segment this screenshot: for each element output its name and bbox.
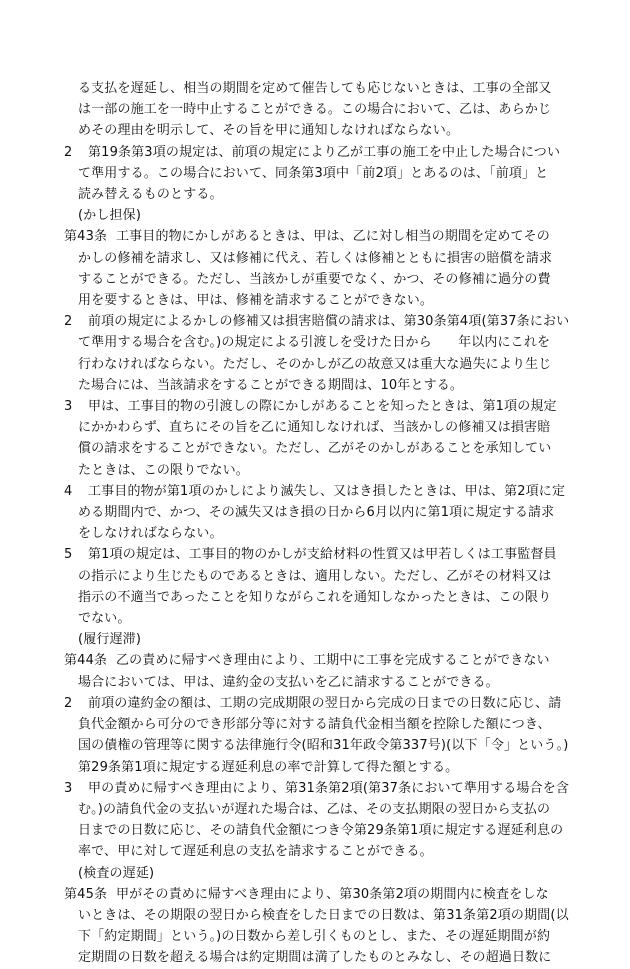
text-line: の指示により生じたものであるときは、適用しない。ただし、乙がその材料又は — [78, 568, 552, 584]
line-text: 前項の規定によるかしの修補又は損害賠償の請求は、第30条第4項(第37条におい — [88, 314, 570, 330]
section-heading: (かし担保) — [78, 208, 142, 224]
text-line: 下「約定期間」という。)の日数から差し引くものとし、また、その遅延期間が約 — [78, 929, 551, 945]
text-line: て準用する。この場合において、同条第3項中「前2項」とあるのは、「前項」と — [78, 165, 549, 181]
line-text: 乙の責めに帰すべき理由により、工期中に工事を完成することができない — [116, 653, 550, 669]
text-line: にかかわらず、直ちにその旨を乙に通知しなければ、当該かしの修補又は損害賠 — [78, 420, 551, 436]
article-number: 第43条 — [64, 229, 108, 245]
text-line: 行わなければならない。ただし、そのかしが乙の故意又は重大な過失により生じ — [78, 356, 552, 372]
text-line: 第29条第1項に規定する遅延利息の率で計算して得た額とする。 — [78, 759, 459, 775]
article-first-line — [64, 884, 576, 905]
text-line: む。)の請負代金の支払いが遅れた場合は、乙は、その支払期限の翌日から支払の — [78, 801, 551, 817]
text-line: める期間内で、かつ、その滅失又はき損の日から6月以内に第1項に規定する請求 — [78, 505, 555, 521]
text-line: は一部の施工を一時中止することができる。この場合において、乙は、あらかじ — [78, 102, 552, 118]
paragraph-number: 2 — [64, 314, 73, 330]
paragraph-first-line — [64, 311, 576, 332]
paragraph-first-line — [64, 778, 576, 799]
line-text: 甲は、工事目的物の引渡しの際にかしがあることを知ったときは、第1項の規定 — [88, 399, 557, 415]
text-line: 場合においては、甲は、違約金の支払いを乙に請求することができる。 — [78, 674, 499, 690]
text-line: をしなければならない。 — [78, 526, 223, 542]
article-first-line — [64, 650, 576, 671]
line-text: 第19条第3項の規定は、前項の規定により乙が工事の施工を中止した場合につい — [88, 144, 561, 160]
text-line: することができる。ただし、当該かしが重要でなく、かつ、その修補に過分の費 — [78, 271, 551, 287]
article-number: 第44条 — [64, 653, 108, 669]
text-line: 日までの日数に応じ、その請負代金額につき令第29条第1項に規定する遅延利息の — [78, 823, 564, 839]
text-line: でない。 — [78, 611, 131, 627]
text-line: 償の請求をすることができない。ただし、乙がそのかしがあることを承知してい — [78, 441, 552, 457]
paragraph-first-line — [64, 142, 576, 163]
paragraph-number: 3 — [64, 399, 73, 415]
line-text: 甲の責めに帰すべき理由により、第31条第2項(第37条において準用する場合を含 — [88, 780, 570, 796]
section-heading: (検査の遅延) — [78, 865, 155, 881]
paragraph-first-line — [64, 396, 576, 417]
text-line: 定期間の日数を超える場合は約定期間は満了したものとみなし、その超過日数に — [78, 950, 552, 966]
section-heading: (履行遅滞) — [78, 632, 142, 648]
text-line: 指示の不適当であったことを知りながらこれを通知しなかったときは、この限り — [78, 589, 552, 605]
paragraph-first-line — [64, 481, 576, 502]
text-line: 国の債権の管理等に関する法律施行令(昭和31年政令第337号)(以下「令」という。) — [78, 738, 569, 754]
line-text: 第1項の規定は、工事目的物のかしが支給材料の性質又は甲若しくは工事監督員 — [88, 547, 557, 563]
article-number: 第45条 — [64, 886, 108, 902]
text-line: めその理由を明示して、その旨を甲に通知しなければならない。 — [78, 123, 460, 139]
text-line: た場合には、当該請求をすることができる期間は、10年とする。 — [78, 377, 464, 393]
text-line: る支払を遅延し、相当の期間を定めて催告しても応じないときは、工事の全部又 — [78, 81, 552, 96]
paragraph-number: 2 — [64, 695, 73, 711]
paragraph-first-line — [64, 693, 576, 714]
text-line: かしの修補を請求し、又は修補に代え、若しくは修補とともに損害の賠償を請求 — [78, 250, 553, 266]
text-line: 負代金額から可分のでき形部分等に対する請負代金相当額を控除した額につき、 — [78, 717, 551, 733]
paragraph-number: 5 — [64, 547, 73, 563]
paragraph-number: 4 — [64, 483, 73, 499]
line-text: 甲がその責めに帰すべき理由により、第30条第2項の期間内に検査をしな — [116, 886, 549, 902]
text-line: いときは、その期限の翌日から検査をした日までの日数は、第31条第2項の期間(以 — [78, 907, 569, 923]
line-text: 工事目的物が第1項のかしにより滅失し、又はき損したときは、甲は、第2項に定 — [88, 483, 566, 499]
paragraph-number: 2 — [64, 144, 73, 160]
text-line: て準用する場合を含む。)の規定による引渡しを受けた日から 年以内にこれを — [78, 335, 551, 351]
text-line: 率で、甲に対して遅延利息の支払を請求することができる。 — [78, 844, 433, 860]
article-first-line — [64, 226, 576, 247]
text-line: 用を要するときは、甲は、修補を請求することができない。 — [78, 293, 434, 309]
text-line: たときは、この限りでない。 — [78, 462, 249, 478]
line-text: 前項の違約金の額は、工期の完成期限の翌日から完成の日までの日数に応じ、請 — [88, 695, 562, 711]
paragraph-first-line — [64, 544, 576, 565]
text-line: 読み替えるものとする。 — [78, 187, 223, 203]
line-text: 工事目的物にかしがあるときは、甲は、乙に対し相当の期間を定めてその — [116, 229, 550, 245]
paragraph-number: 3 — [64, 780, 73, 796]
